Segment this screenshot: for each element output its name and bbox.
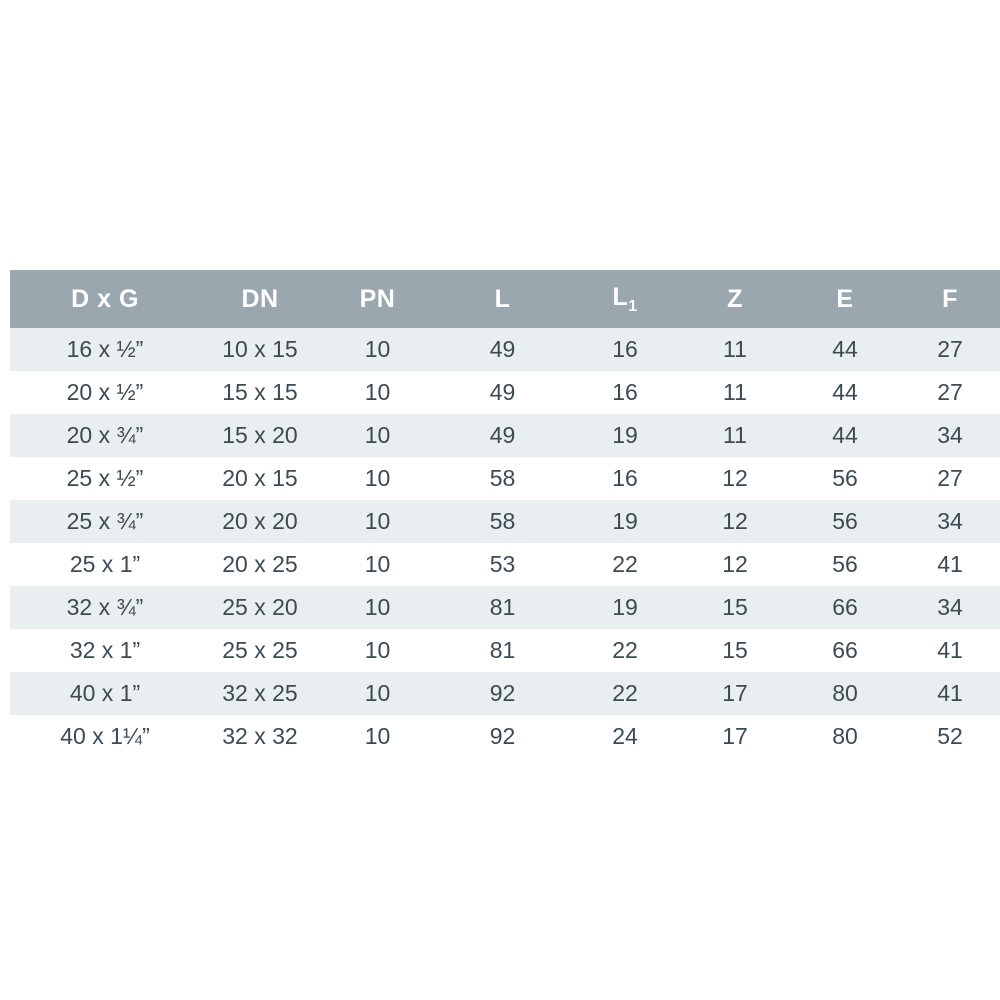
cell-dxg: 40 x 1” (10, 672, 200, 715)
table-cell: 19 (570, 586, 680, 629)
table-cell: 16 (570, 371, 680, 414)
column-header-subscript: 1 (628, 298, 638, 316)
table-row (10, 543, 1000, 586)
table-cell: 10 (320, 500, 435, 543)
table-cell: 10 (320, 629, 435, 672)
table-row (10, 586, 1000, 629)
table-cell: 19 (570, 414, 680, 457)
table-cell: 20 x 15 (200, 457, 320, 500)
cell-dxg: 20 x ½” (10, 371, 200, 414)
table-cell: 92 (435, 672, 570, 715)
table-cell: 58 (435, 457, 570, 500)
table-cell: 66 (790, 586, 900, 629)
column-header-label: L (494, 284, 511, 313)
table-row (10, 371, 1000, 414)
table-cell: 56 (790, 543, 900, 586)
table-cell: 81 (435, 586, 570, 629)
table-cell: 32 x 32 (200, 715, 320, 758)
table-cell: 12 (680, 500, 790, 543)
table-cell: 44 (790, 328, 900, 371)
column-header-label: DN (241, 284, 279, 313)
table-cell: 49 (435, 371, 570, 414)
table-header-row (10, 270, 1000, 328)
table-row (10, 672, 1000, 715)
table-row (10, 328, 1000, 371)
column-header-label: Z (727, 284, 743, 313)
table-cell: 44 (790, 414, 900, 457)
table-row (10, 629, 1000, 672)
table-cell: 58 (435, 500, 570, 543)
column-header-pn (320, 270, 435, 328)
cell-dxg: 25 x 1” (10, 543, 200, 586)
table-cell: 24 (570, 715, 680, 758)
table-row (10, 715, 1000, 758)
table-cell: 22 (570, 543, 680, 586)
table-cell: 52 (900, 715, 1000, 758)
table-cell: 16 (570, 328, 680, 371)
specification-table-container (10, 270, 990, 758)
table-cell: 16 (570, 457, 680, 500)
column-header-dxg (10, 270, 200, 328)
column-header-z (680, 270, 790, 328)
table-cell: 10 x 15 (200, 328, 320, 371)
table-cell: 56 (790, 457, 900, 500)
cell-dxg: 40 x 1¼” (10, 715, 200, 758)
table-cell: 49 (435, 328, 570, 371)
table-cell: 15 (680, 586, 790, 629)
cell-dxg: 32 x 1” (10, 629, 200, 672)
table-cell: 27 (900, 328, 1000, 371)
table-cell: 15 x 20 (200, 414, 320, 457)
table-cell: 25 x 25 (200, 629, 320, 672)
table-cell: 44 (790, 371, 900, 414)
column-header-e (790, 270, 900, 328)
table-row (10, 457, 1000, 500)
table-cell: 11 (680, 371, 790, 414)
table-cell: 80 (790, 672, 900, 715)
table-cell: 53 (435, 543, 570, 586)
table-cell: 34 (900, 500, 1000, 543)
table-cell: 11 (680, 328, 790, 371)
column-header-l (435, 270, 570, 328)
table-cell: 34 (900, 414, 1000, 457)
table-cell: 10 (320, 543, 435, 586)
column-header-dn (200, 270, 320, 328)
table-cell: 56 (790, 500, 900, 543)
cell-dxg: 25 x ¾” (10, 500, 200, 543)
specification-table (10, 270, 1000, 758)
table-cell: 41 (900, 629, 1000, 672)
cell-dxg: 25 x ½” (10, 457, 200, 500)
column-header-label: PN (359, 284, 396, 313)
table-cell: 32 x 25 (200, 672, 320, 715)
table-cell: 92 (435, 715, 570, 758)
table-cell: 10 (320, 414, 435, 457)
table-cell: 81 (435, 629, 570, 672)
column-header-l1 (570, 270, 680, 328)
table-cell: 20 x 25 (200, 543, 320, 586)
table-cell: 17 (680, 715, 790, 758)
table-cell: 10 (320, 457, 435, 500)
table-cell: 12 (680, 543, 790, 586)
table-row (10, 414, 1000, 457)
table-cell: 10 (320, 715, 435, 758)
table-cell: 22 (570, 629, 680, 672)
table-cell: 20 x 20 (200, 500, 320, 543)
table-cell: 66 (790, 629, 900, 672)
table-cell: 15 (680, 629, 790, 672)
column-header-label: E (836, 284, 854, 313)
table-cell: 10 (320, 672, 435, 715)
table-cell: 10 (320, 371, 435, 414)
cell-dxg: 20 x ¾” (10, 414, 200, 457)
table-cell: 27 (900, 371, 1000, 414)
table-cell: 41 (900, 672, 1000, 715)
cell-dxg: 16 x ½” (10, 328, 200, 371)
table-cell: 12 (680, 457, 790, 500)
table-cell: 19 (570, 500, 680, 543)
table-cell: 80 (790, 715, 900, 758)
column-header-label: D x G (71, 284, 139, 313)
table-cell: 10 (320, 586, 435, 629)
column-header-f (900, 270, 1000, 328)
column-header-label: L (612, 283, 629, 312)
table-cell: 22 (570, 672, 680, 715)
table-cell: 11 (680, 414, 790, 457)
table-cell: 49 (435, 414, 570, 457)
table-body (10, 328, 1000, 758)
table-row (10, 500, 1000, 543)
table-cell: 41 (900, 543, 1000, 586)
cell-dxg: 32 x ¾” (10, 586, 200, 629)
table-cell: 17 (680, 672, 790, 715)
table-header (10, 270, 1000, 328)
column-header-label: F (942, 284, 958, 313)
table-cell: 27 (900, 457, 1000, 500)
table-cell: 10 (320, 328, 435, 371)
table-cell: 34 (900, 586, 1000, 629)
table-cell: 15 x 15 (200, 371, 320, 414)
table-cell: 25 x 20 (200, 586, 320, 629)
